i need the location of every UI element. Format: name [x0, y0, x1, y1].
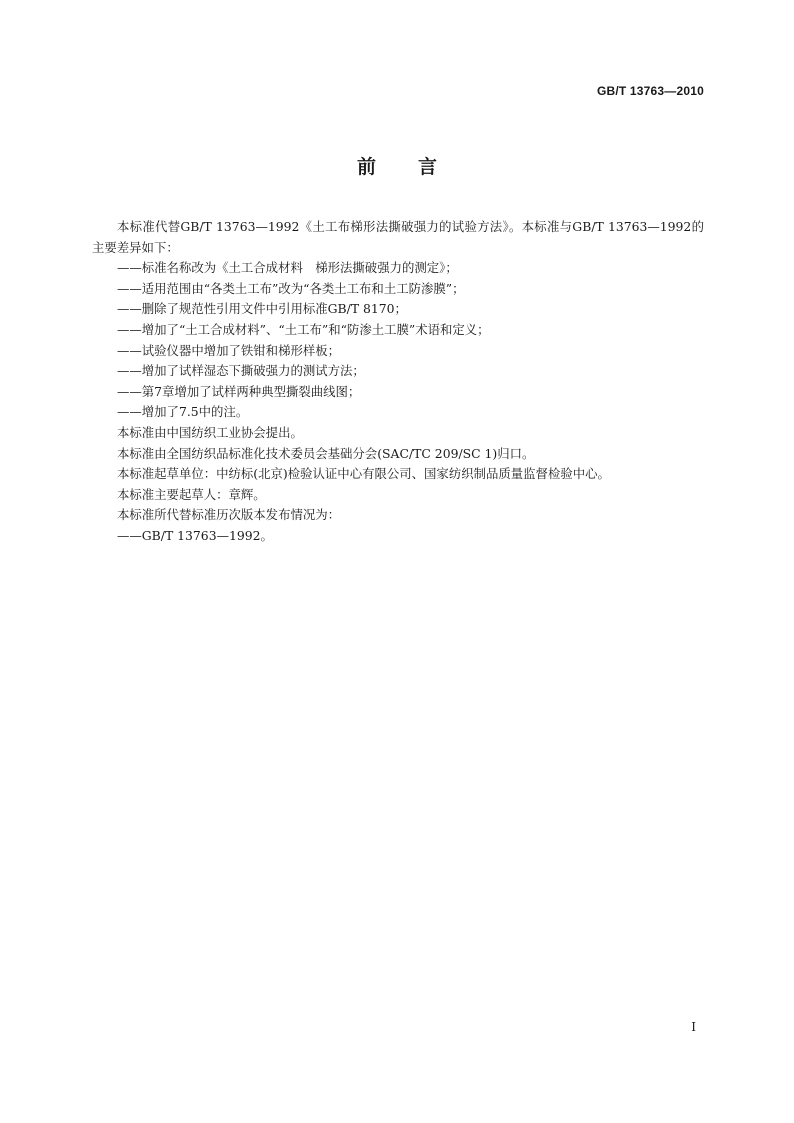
- changes-list: [92, 258, 704, 423]
- intro-paragraph: 本标准代替GB/T 13763—1992《土工布梯形法撕破强力的试验方法》。本标准与GB/T 13763—1992的主要差异如下：: [92, 219, 704, 255]
- proposer-statement: 本标准由中国纺织工业协会提出。: [117, 424, 303, 440]
- change-item: ——适用范围由“各类土工布”改为“各类土工布和土工防渗膜”；: [117, 280, 465, 296]
- change-item: ——第7章增加了试样两种典型撕裂曲线图；: [117, 383, 361, 399]
- foreword-body: [92, 217, 704, 547]
- drafters-statement: 本标准主要起草人：章辉。: [117, 486, 266, 502]
- standard-code: GB/T 13763—2010: [596, 84, 704, 98]
- change-item: ——标准名称改为《土工合成材料 梯形法撕破强力的测定》；: [117, 260, 458, 276]
- drafting-units-statement: 本标准起草单位：中纺标(北京)检验认证中心有限公司、国家纺织制品质量监督检验中心。: [117, 466, 610, 482]
- change-item: ——增加了7.5中的注。: [117, 404, 249, 420]
- change-item: ——删除了规范性引用文件中引用标准GB/T 8170；: [117, 301, 407, 317]
- history-statement: 本标准所代替标准历次版本发布情况为：: [117, 507, 341, 523]
- history-list: [92, 526, 704, 547]
- change-item: ——增加了试样湿态下撕破强力的测试方法；: [117, 363, 365, 379]
- change-item: ——增加了“土工合成材料”、“土工布”和“防渗土工膜”术语和定义；: [117, 321, 490, 337]
- change-item: ——试验仪器中增加了铁钳和梯形样板；: [117, 342, 341, 358]
- history-item: ——GB/T 13763—1992。: [117, 527, 273, 543]
- page-title: 前言: [356, 156, 479, 178]
- committee-statement: 本标准由全国纺织品标准化技术委员会基础分会(SAC/TC 209/SC 1)归口。: [117, 445, 535, 461]
- page-number: I: [691, 1020, 696, 1034]
